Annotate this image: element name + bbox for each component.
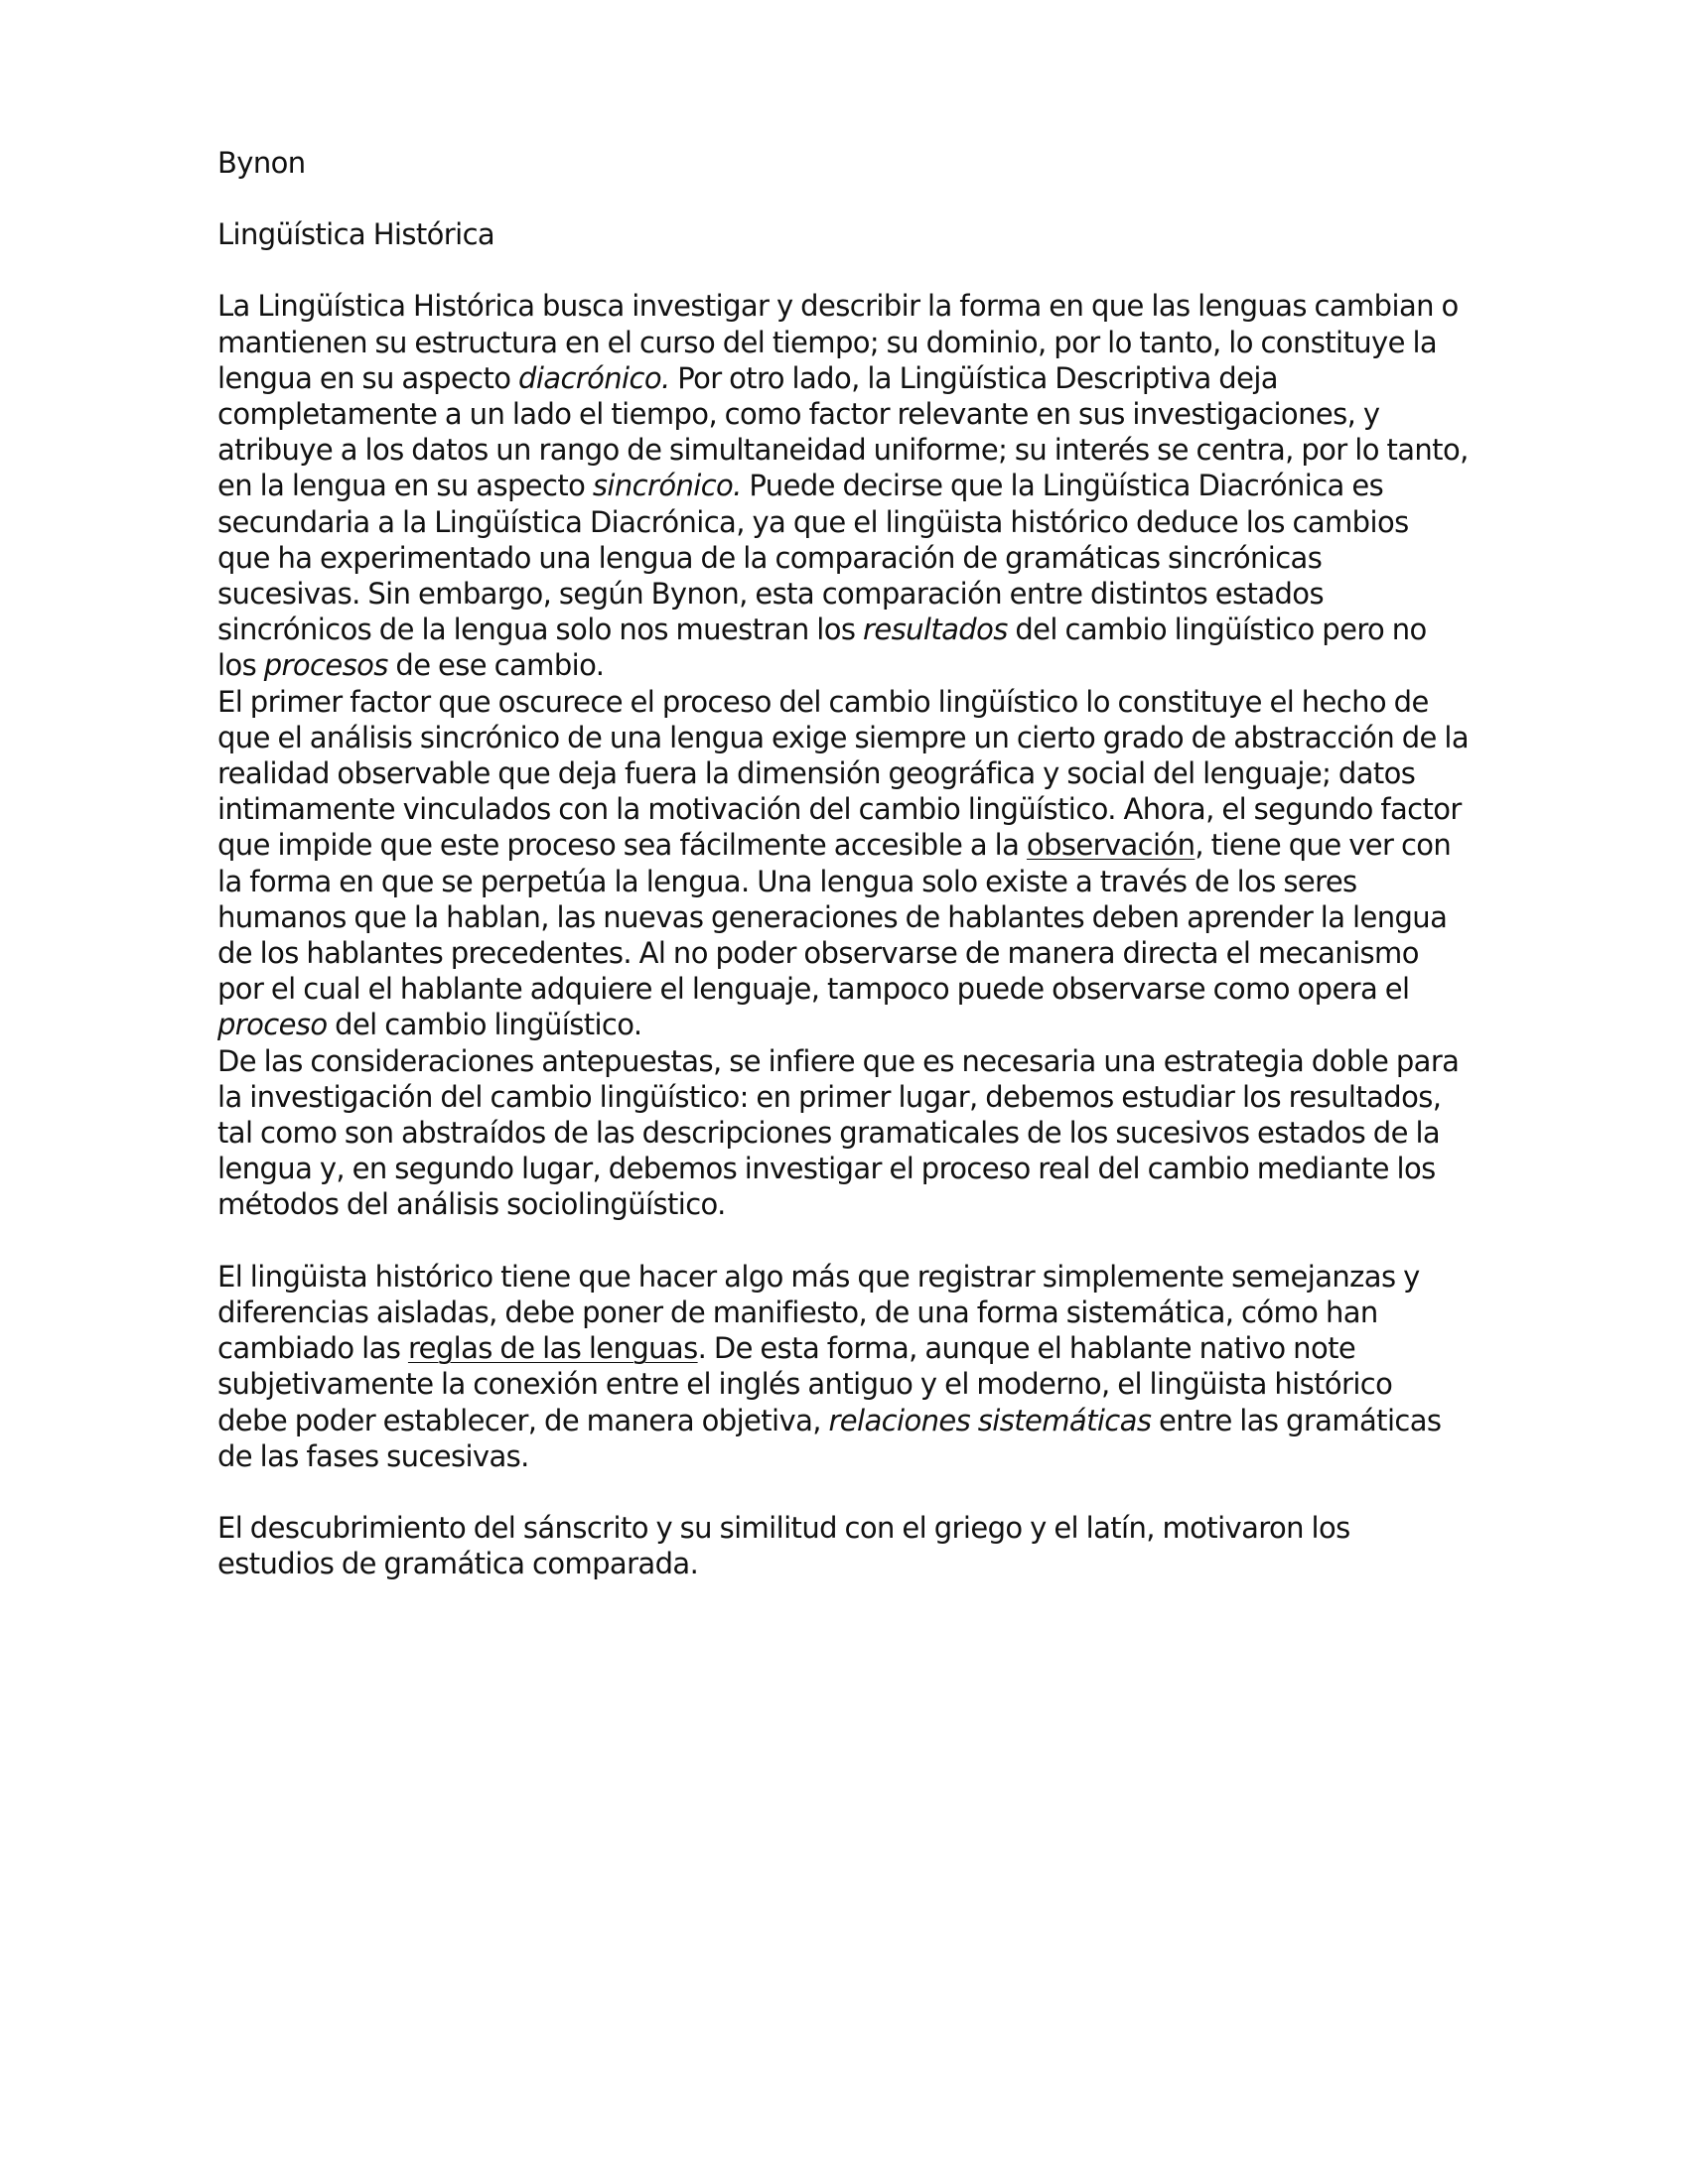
spacer <box>217 1474 1469 1510</box>
paragraph-4-text-e: entre las gramáticas de las fases sucesivas. <box>217 1403 1442 1473</box>
paragraph-4-underline-reglas: reglas de las lenguas <box>407 1331 698 1366</box>
paragraph-1-text-g: del cambio lingüístico pero no los <box>217 613 1427 683</box>
paragraph-1-emphasis-procesos: procesos <box>263 648 388 683</box>
spacer <box>217 181 1469 216</box>
paragraph-1-text-i: de ese cambio. <box>387 648 605 683</box>
paragraph-4-emphasis-relaciones: relaciones sistemáticas <box>828 1403 1152 1437</box>
document-page <box>217 145 1469 1581</box>
paragraph-1-emphasis-resultados: resultados <box>863 613 1008 647</box>
paragraph-1 <box>217 288 1469 683</box>
paragraph-2-text-e: del cambio lingüístico. <box>327 1008 642 1042</box>
paragraph-3: De las consideraciones antepuestas, se infiere que es necesaria una estrategia doble para la investigación del cambio lingüístico: en primer lugar, debemos estudiar los resultados, tal como son abstraídos de las descripciones gramaticales de los sucesivos estados de la lengua y, en segundo lugar, debemos investigar el proceso real del cambio mediante los métodos del análisis sociolingüístico. <box>217 1043 1460 1222</box>
paragraph-5: El descubrimiento del sánscrito y su similitud con el griego y el latín, motivaron los estudios de gramática comparada. <box>217 1510 1350 1581</box>
document-title: Lingüística Histórica <box>217 217 495 252</box>
paragraph-2-underline-observacion: observación <box>1026 828 1196 863</box>
paragraph-2-text-c: , tiene que ver con la forma en que se perpetúa la lengua. Una lengua solo existe a través de los seres humanos que la hablan, las nuevas generaciones de hablantes deben aprender la lengua de los hablantes precedentes. Al no poder observarse de manera directa el mecanismo por el cual el hablante adquiere el lenguaje, tampoco puede observarse como opera el <box>217 828 1452 1007</box>
paragraph-4-text-a: El lingüista histórico tiene que hacer algo más que registrar simplemente semejanzas y diferencias aisladas, debe poner de manifiesto, de una forma sistemática, cómo han cambiado las <box>217 1259 1420 1366</box>
paragraph-2 <box>217 684 1469 1043</box>
paragraph-2-text-a: El primer factor que oscurece el proceso del cambio lingüístico lo constituye el hecho de que el análisis sincrónico de una lengua exige siempre un cierto grado de abstracción de la realidad observable que deja fuera la dimensión geográfica y social del lenguaje; datos intimamente vinculados con la motivación del cambio lingüístico. Ahora, el segundo factor que impide que este proceso sea fácilmente accesible a la <box>217 684 1470 863</box>
paragraph-1-text-a: La Lingüística Histórica busca investigar y describir la forma en que las lenguas cambian o mantienen su estructura en el curso del tiempo; su dominio, por lo tanto, lo constituye la lengua en su aspecto <box>217 289 1459 395</box>
paragraph-4-text-c: . De esta forma, aunque el hablante nativo note subjetivamente la conexión entre el inglés antiguo y el moderno, el lingüista histórico debe poder establecer, de manera objetiva, <box>217 1331 1393 1437</box>
paragraph-1-text-c: Por otro lado, la Lingüística Descriptiva deja completamente a un lado el tiempo, como factor relevante en sus investigaciones, y atribuye a los datos un rango de simultaneidad uniforme; su interés se centra, por lo tanto, en la lengua en su aspecto <box>217 360 1469 503</box>
spacer <box>217 252 1469 288</box>
paragraph-2-emphasis-proceso: proceso <box>217 1008 328 1042</box>
author-name: Bynon <box>217 146 306 180</box>
spacer <box>217 1223 1469 1259</box>
paragraph-1-text-e: Puede decirse que la Lingüística Diacrónica es secundaria a la Lingüística Diacrónica, ya que el lingüista histórico deduce los cambios que ha experimentado una lengua de la comparación de gramáticas sincrónicas sucesivas. Sin embargo, según Bynon, esta comparación entre distintos estados sincrónicos de la lengua solo nos muestran los <box>217 469 1409 647</box>
paragraph-1-emphasis-sincronico: sincrónico. <box>592 469 742 503</box>
paragraph-4 <box>217 1259 1469 1474</box>
paragraph-1-emphasis-diacronico: diacrónico. <box>518 360 670 395</box>
